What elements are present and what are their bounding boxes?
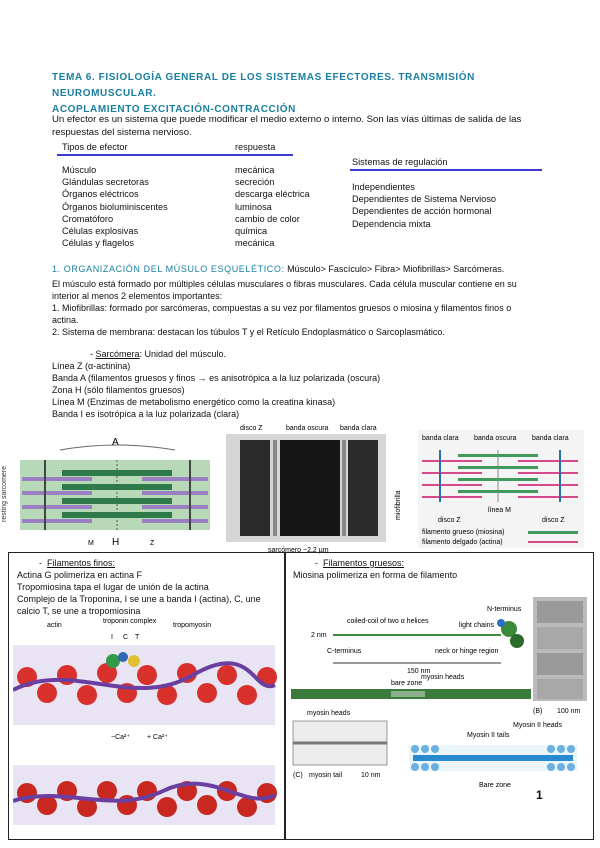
neck-label: neck or hinge region (435, 648, 499, 655)
banda-clara-label: banda clara (340, 425, 377, 432)
page-title (52, 70, 552, 118)
i-label: I (111, 634, 113, 641)
disco-z-2-label: disco Z (542, 517, 565, 524)
b-label: (B) (533, 708, 543, 715)
list-item: Músculo (62, 165, 97, 175)
list-item: Órganos eléctricos (62, 189, 139, 200)
sarcomere-micrograph (218, 420, 414, 556)
myosin-ii-heads-label: Myosin II heads (513, 722, 563, 729)
list-item: secreción (235, 177, 275, 188)
list-item: luminosa (235, 201, 272, 212)
sarcomero-label: sarcómero ~2,2 µm (268, 547, 329, 554)
paragraph: Banda A (filamentos gruesos y finos → es anisotrópica a la luz polarizada (oscura) (52, 373, 381, 383)
n-terminus-label: N-terminus (487, 606, 522, 613)
list-item: Células y flagelos (62, 238, 135, 249)
tropomyosin-label: tropomyosin (173, 622, 212, 629)
regulation-list (352, 181, 496, 230)
troponin-label: troponin complex (103, 618, 157, 625)
delgado-label: filamento delgado (actina) (422, 539, 503, 546)
section-1-heading (52, 263, 542, 275)
thin-heading: Filamentos finos: (47, 558, 116, 568)
list-item: Dependencia mixta (352, 218, 431, 229)
thick-heading: Filamentos gruesos: (323, 558, 405, 568)
paragraph: Línea M (Enzimas de metabolismo energético como la creatina kinasa) (52, 397, 336, 407)
regulation-header: Sistemas de regulación (352, 157, 448, 167)
effector-header-rule (57, 154, 293, 156)
list-item: mecánica (235, 238, 275, 249)
banda-clara-1-label: banda clara (422, 435, 459, 442)
band-a-label: A (112, 437, 119, 448)
section-1-hierarchy: Músculo> Fascículo> Fibra> Miofibrillas> Sarcómeras. (287, 264, 505, 274)
paragraph: Zona H (sólo filamentos gruesos) (52, 385, 185, 395)
list-item: Dependientes de acción hormonal (352, 206, 492, 217)
thin-filament-figure (13, 615, 281, 835)
c-panel-label: (C) (293, 772, 303, 779)
list-item: Independientes (352, 182, 415, 192)
length-label: 150 nm (407, 668, 431, 675)
bare-zone-label: bare zone (391, 680, 423, 687)
c-terminus-label: C-terminus (327, 648, 362, 655)
sarcomere-term: Sarcómera (95, 349, 140, 359)
banda-oscura-label: banda oscura (286, 425, 329, 432)
disco-z-1-label: disco Z (438, 517, 461, 524)
ten-nm-label: 10 nm (361, 772, 381, 779)
paragraph: Tropomiosina tapa el lugar de unión de la actina (17, 582, 209, 592)
sarcomere-line: - Sarcómera: Unidad del músculo. (90, 349, 227, 359)
bare-zone-2-label: Bare zone (479, 782, 511, 789)
h-zone-label: H (112, 537, 120, 548)
paragraph: El músculo está formado por múltiples células musculares o fibras musculares. Cada célula muscular contiene en su interior al menos 2 elementos importantes: (52, 279, 517, 301)
paragraph: 1. Miofibrillas: formado por sarcómeras, compuestas a su vez por filamentos gruesos o miosina y filamentos finos o actina. (52, 303, 512, 325)
paragraph: 2. Sistema de membrana: destacan los túbulos T y el Retículo Endoplasmático o Sarcoplasmático. (52, 327, 445, 337)
disco-z-label: disco Z (240, 425, 263, 432)
paragraph: Línea Z (α-actinina) (52, 361, 131, 371)
effector-types-list (62, 164, 168, 249)
thin-filaments-text (17, 557, 279, 617)
thin-filaments-panel (8, 552, 286, 840)
sarcomere-def: : Unidad del músculo. (139, 349, 227, 359)
actin-label: actin (47, 622, 62, 629)
myosin-tail-label: myosin tail (309, 772, 343, 779)
list-item: Glándulas secretoras (62, 177, 149, 188)
myosin-heads-label: myosin heads (421, 674, 465, 681)
list-item: química (235, 226, 268, 237)
light-chains-label: light chains (459, 622, 495, 629)
list-item: Órganos bioluminiscentes (62, 201, 168, 212)
plus-ca-label: + Ca²⁺ (147, 734, 169, 741)
coiled-coil-label: coiled-coil of two α helices (347, 618, 429, 625)
thick-filament-figure (287, 597, 591, 835)
effector-response-header: respuesta (235, 142, 276, 152)
list-item: Células explosivas (62, 226, 139, 237)
thin-heading-line: - Filamentos finos: (39, 558, 116, 568)
effector-types-header: Tipos de efector (62, 142, 128, 152)
sarcomere-definition (52, 348, 532, 420)
list-item: Cromatóforo (62, 213, 114, 224)
miofibrilla-label: miofibrilla (395, 490, 402, 520)
band-diagram (418, 430, 584, 548)
thick-filaments-text (293, 557, 585, 581)
list-item: mecánica (235, 165, 275, 175)
title-line-1: TEMA 6. FISIOLOGÍA GENERAL DE LOS SISTEMAS EFECTORES. TRANSMISIÓN NEUROMUSCULAR. (52, 72, 475, 99)
paragraph: Banda I es isotrópica a la luz polarizada (clara) (52, 409, 240, 419)
two-nm-label: 2 nm (311, 632, 327, 639)
paragraph: Miosina polimeriza en forma de filamento (293, 570, 458, 580)
minus-ca-label: −Ca²⁺ (111, 734, 131, 741)
linea-m-label: línea M (488, 507, 511, 514)
section-1-title: 1. ORGANIZACIÓN DEL MÚSULO ESQUELÉTICO: (52, 264, 285, 274)
paragraph: Complejo de la Troponina, I se une a banda I (actina), C, une calcio T, se une a tropomiosina (17, 594, 261, 616)
effector-responses-list (235, 164, 310, 249)
hundred-nm-label: 100 nm (557, 708, 581, 715)
thick-filaments-panel (284, 552, 594, 840)
list-item: cambio de color (235, 213, 300, 224)
section-1-body (52, 278, 532, 338)
paragraph: Actina G polimeriza en actina F (17, 570, 143, 580)
side-label: resting sarcomere (1, 465, 8, 522)
thick-heading-line: - Filamentos gruesos: (315, 558, 405, 568)
intro-paragraph: Un efector es un sistema que puede modificar el medio externo o interno. Son las vías últimas de salida de las respuestas del sistema nervioso. (52, 114, 522, 138)
page-number: 1 (536, 788, 543, 802)
title-line-2: ACOPLAMIENTO EXCITACIÓN-CONTRACCIÓN (52, 104, 296, 115)
z-line-label: Z (150, 540, 155, 547)
list-item: Dependientes de Sistema Nervioso (352, 194, 497, 205)
list-item: descarga eléctrica (235, 189, 310, 200)
grueso-label: filamento grueso (miosina) (422, 529, 505, 536)
myosin-ii-tails-label: Myosin II tails (467, 732, 510, 739)
myosin-heads-2-label: myosin heads (307, 710, 351, 717)
banda-oscura-label: banda oscura (474, 435, 517, 442)
resting-sarcomere-figure (0, 420, 215, 550)
m-line-label: M (88, 540, 94, 547)
banda-clara-2-label: banda clara (532, 435, 569, 442)
t-label: T (135, 634, 140, 641)
c-label: C (123, 634, 129, 641)
regulation-header-rule (350, 169, 542, 171)
